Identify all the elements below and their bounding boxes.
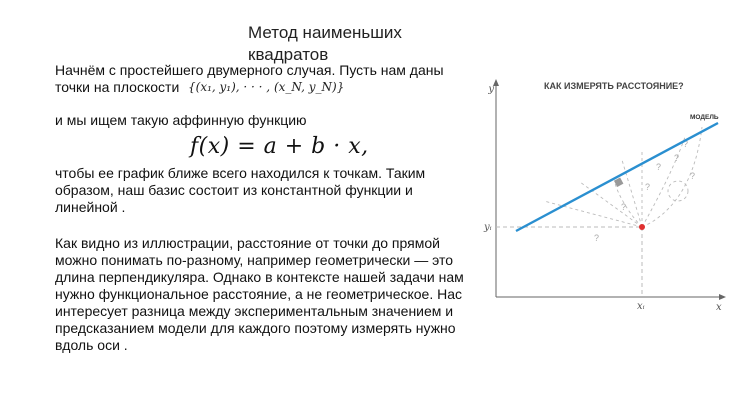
y-axis-label: y: [488, 84, 494, 95]
question-mark-2: ?: [621, 202, 627, 212]
question-mark-7: ?: [690, 171, 696, 181]
question-mark-5: ?: [674, 153, 680, 163]
yi-label: yᵢ: [484, 222, 492, 233]
question-mark-6: ?: [683, 139, 689, 149]
question-mark-1: ?: [594, 233, 600, 243]
basis-paragraph: чтобы ее график ближе всего находился к точкам. Таким образом, наш базис состоит из константной функции и линейной .: [55, 165, 426, 215]
x-axis-arrow: [719, 294, 726, 300]
distance-illustration: [480, 75, 730, 310]
affine-function-intro: и мы ищем такую аффинную функцию: [55, 112, 307, 128]
x-axis-label: x: [716, 302, 722, 310]
model-line: [516, 123, 718, 231]
data-point: [639, 224, 645, 230]
distance-paragraph: Как видно из иллюстрации, расстояние от точки до прямой можно понимать по-разному, например геометрически — это длина перпендикуляра. Однако в контексте нашей задачи нам нужно функциональное расстояние, а не геометрическое. Нас интересует разница между экспериментальным значением и предсказанием модели для каждого поэтому измерять нужно вдоль оси .: [55, 235, 464, 353]
xi-label: xᵢ: [637, 301, 645, 310]
question-mark-4: ?: [656, 162, 662, 172]
model-label: МОДЕЛЬ: [690, 114, 719, 121]
slide-title: Метод наименьших квадратов: [248, 23, 402, 64]
points-set-formula: {(x₁, y₁), · · · , (x_N, y_N)}: [188, 80, 345, 94]
intro-paragraph: Начнём с простейшего двумерного случая. Пусть нам даны точки на плоскости: [55, 62, 444, 95]
distance-candidates: [544, 127, 702, 227]
question-mark-3: ?: [645, 182, 651, 192]
affine-function-formula: f(x) = a + b · x,: [190, 134, 369, 159]
figure-title: КАК ИЗМЕРЯТЬ РАССТОЯНИЕ?: [544, 81, 684, 91]
